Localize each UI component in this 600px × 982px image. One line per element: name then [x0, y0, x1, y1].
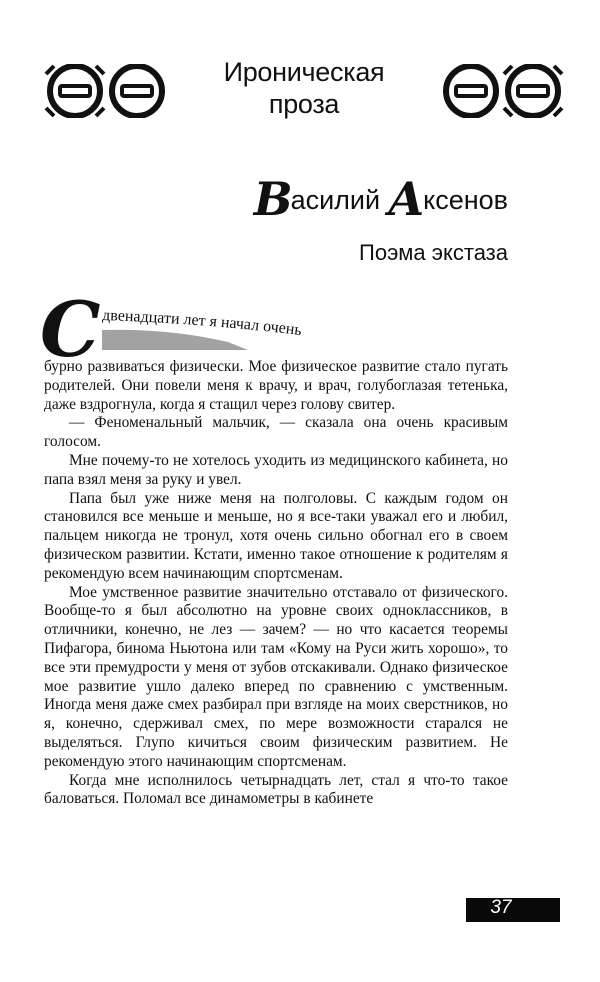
ornament-left-2-icon — [106, 64, 168, 118]
section-title-line1: Ироническая — [223, 57, 385, 87]
ornament-right-2-icon — [502, 64, 564, 118]
paragraph: Мне почему-то не хотелось уходить из медицинского кабинета, но папа взял меня за руку и увел. — [44, 451, 508, 488]
first-line-text: двенадцати лет я начал очень — [101, 307, 303, 340]
author-first-name: асилий — [290, 185, 381, 215]
author-last-name: ксенов — [423, 185, 508, 215]
first-line-curved — [98, 290, 358, 364]
drop-cap: С — [40, 285, 101, 374]
paragraph: Когда мне исполнилось четырнадцать лет, стал я что-то такое баловаться. Поломал все динамометры в кабинете — [44, 771, 508, 808]
section-title-line2: проза — [268, 89, 340, 119]
author-name — [254, 172, 508, 226]
page-number-tab — [466, 895, 560, 923]
paragraph: — Феноменальный мальчик, — сказала она очень красивым голосом. — [44, 414, 508, 451]
page-number: 37 — [490, 897, 512, 918]
section-title — [174, 56, 434, 120]
ornament-right-icon — [440, 64, 502, 118]
paragraph: бурно развиваться физически. Мое физическое развитие стало пугать родителей. Они повели меня к врачу, и врач, голубоглазая тетенька, даже вздрогнула, когда я стащил через голову свитер. — [44, 358, 508, 413]
paragraph: Папа был уже ниже меня на полголовы. С каждым годом он становился все меньше и меньше, но я все-таки уважал его и любил, пальцем никогда не тронул, хотя очень сильно обогнал его в своем физическом развитии. Кстати, именно такое отношение к родителям я рекомендую всем начинающим спортсменам. — [44, 489, 508, 582]
ornament-left-icon — [44, 64, 106, 118]
author-initial-last: А — [387, 172, 424, 226]
section-header — [44, 50, 564, 130]
paragraph: Мое умственное развитие значительно отставало от физического. Вообще-то я был абсолютно на уровне своих одноклассников, в отличники, конечно, не лез — зачем? — но что касается теоремы Пифагора, бинома Ньютона или там «Кому на Руси жить хорошо», то все эти премудрости у меня от зубов отскакивали. Однако физическое мое развитие ушло далеко вперед по сравнению с умственным. Иногда меня даже смех разбирал при взгляде на моих сверстников, но я, конечно, сдерживал смех, по мере возможности старался не выделяться. Глупо кичиться своим физическим развитием. Не рекомендую этого начинающим спортсменам. — [44, 583, 508, 770]
curved-line-shadow — [102, 330, 248, 350]
body-text — [44, 358, 508, 809]
author-initial-first: В — [253, 172, 291, 226]
story-title: Поэма экстаза — [359, 240, 508, 265]
